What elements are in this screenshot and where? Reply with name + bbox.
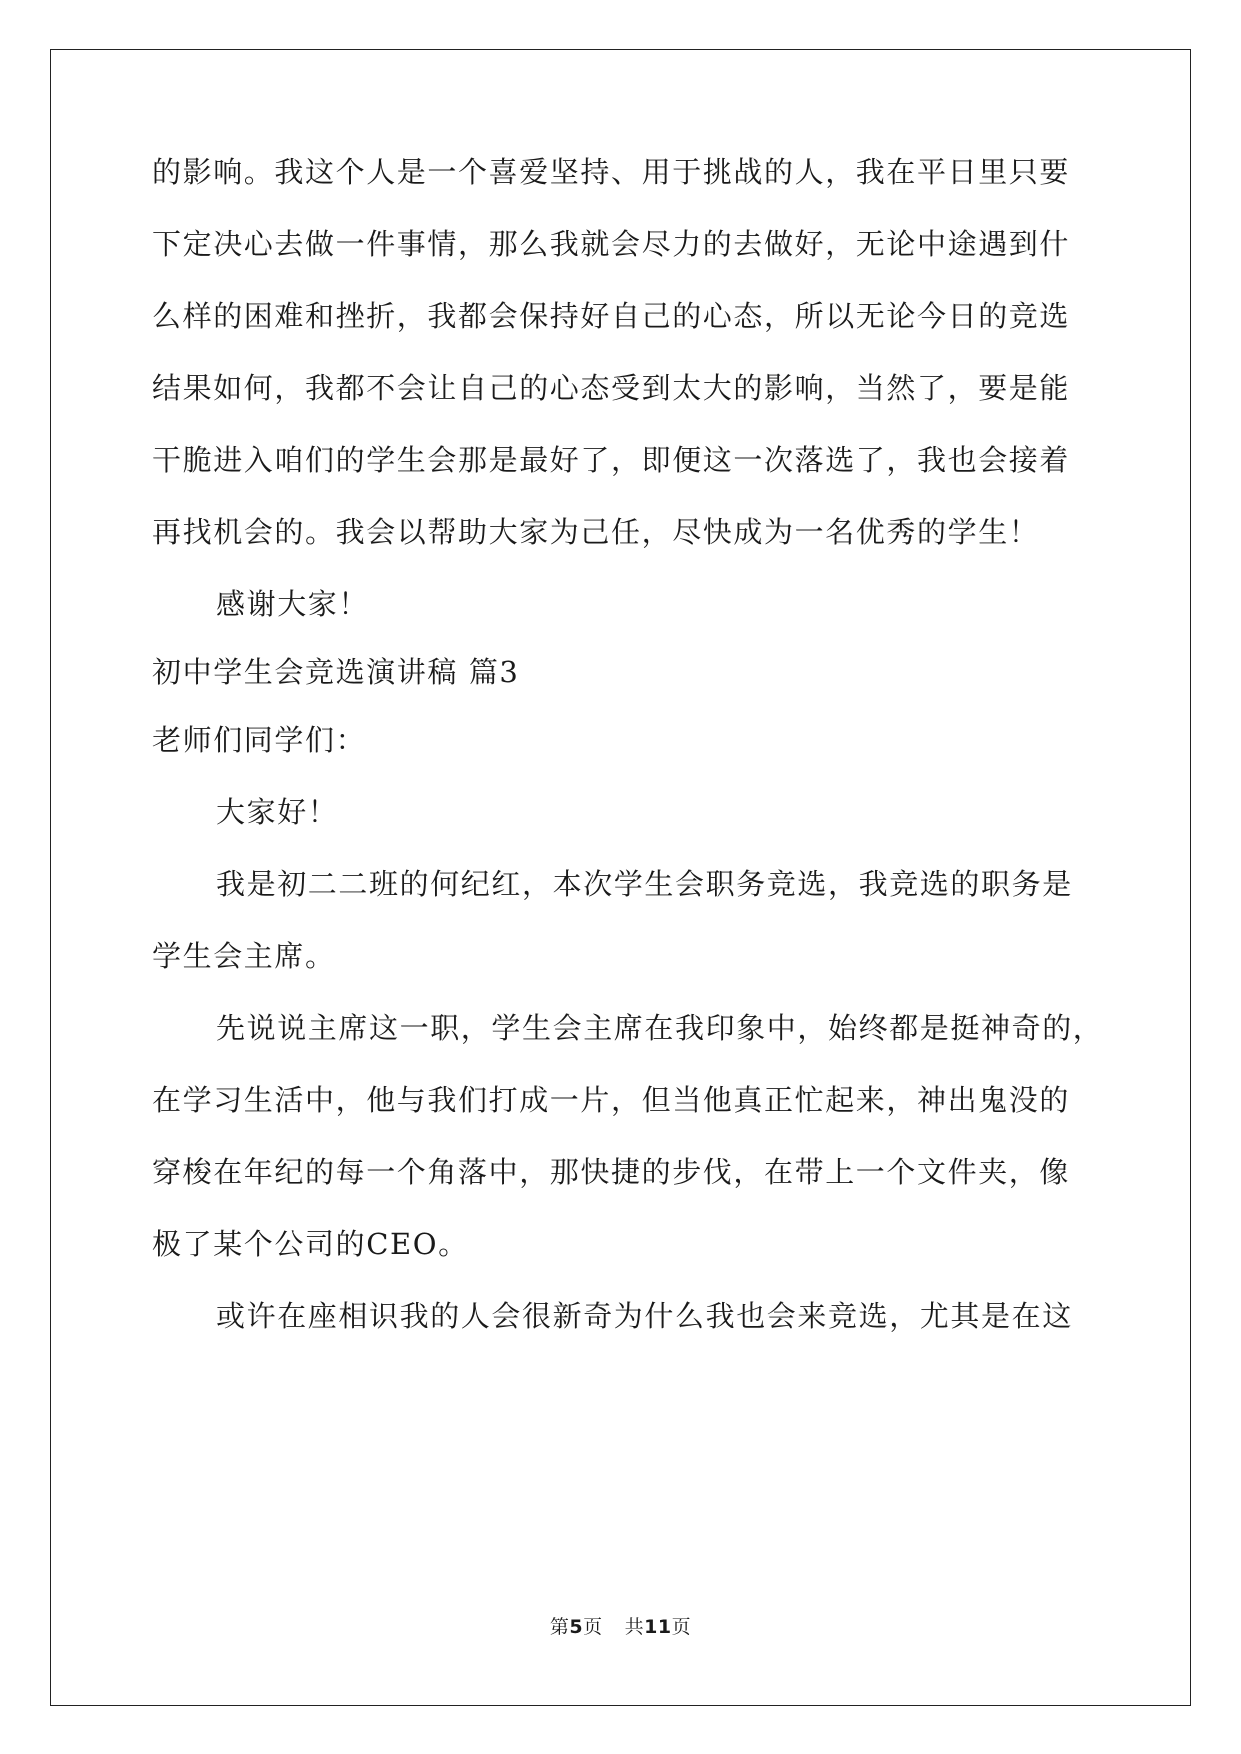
footer-page-suffix: 页 — [583, 1616, 603, 1638]
text-line: 么样的困难和挫折，我都会保持好自己的心态，所以无论今日的竞选 — [152, 299, 1071, 333]
text-line: 我是初二二班的何纪红，本次学生会职务竞选，我竞选的职务是 — [216, 867, 1073, 901]
closing-line: 感谢大家！ — [216, 587, 370, 621]
text-line: 下定决心去做一件事情，那么我就会尽力的去做好，无论中途遇到什 — [152, 227, 1071, 261]
total-pages-number: 11 — [644, 1616, 672, 1638]
salutation: 老师们同学们： — [152, 723, 367, 757]
footer-total-prefix: 共 — [624, 1616, 645, 1638]
text-line: 极了某个公司的CEO。 — [152, 1227, 469, 1261]
text-line: 或许在座相识我的人会很新奇为什么我也会来竞选，尤其是在这 — [216, 1299, 1073, 1333]
page-footer — [0, 1615, 1241, 1639]
text-line: 干脆进入咱们的学生会那是最好了，即便这一次落选了，我也会接着 — [152, 443, 1071, 477]
text-line: 穿梭在年纪的每一个角落中，那快捷的步伐，在带上一个文件夹，像 — [152, 1155, 1071, 1189]
greeting: 大家好！ — [216, 795, 339, 829]
section-heading: 初中学生会竞选演讲稿 篇3 — [152, 655, 520, 689]
footer-total-suffix: 页 — [671, 1616, 692, 1638]
footer-prefix: 第 — [549, 1616, 570, 1638]
text-line: 结果如何，我都不会让自己的心态受到太大的影响，当然了，要是能 — [152, 371, 1071, 405]
text-line: 先说说主席这一职，学生会主席在我印象中，始终都是挺神奇的， — [216, 1011, 1104, 1045]
current-page-number: 5 — [569, 1616, 584, 1638]
text-line: 的影响。我这个人是一个喜爱坚持、用于挑战的人，我在平日里只要 — [152, 155, 1071, 189]
text-line: 在学习生活中，他与我们打成一片，但当他真正忙起来，神出鬼没的 — [152, 1083, 1071, 1117]
text-line: 学生会主席。 — [152, 939, 336, 973]
text-line: 再找机会的。我会以帮助大家为己任，尽快成为一名优秀的学生！ — [152, 515, 1040, 549]
